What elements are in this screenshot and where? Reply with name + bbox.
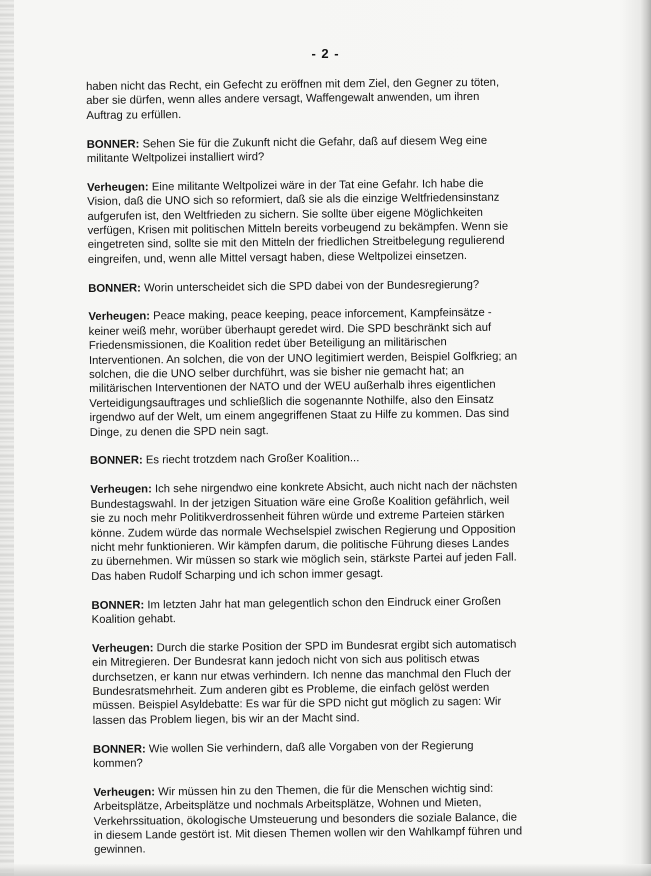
paragraph-text: Es riecht trotzdem nach Großer Koalition... bbox=[145, 452, 360, 467]
speaker-label: BONNER: bbox=[92, 742, 146, 756]
paragraph-text: Worin unterscheidet sich die SPD dabei von der Bundesregierung? bbox=[143, 278, 480, 295]
speaker-label: Verheugen: bbox=[88, 310, 151, 324]
paragraph-text: Wie wollen Sie verhindern, daß alle Vorgaben von der Regierung kommen? bbox=[93, 739, 474, 770]
paragraph bbox=[93, 781, 524, 858]
page-number: - 2 - bbox=[311, 46, 340, 61]
paragraph bbox=[88, 277, 518, 296]
paragraph bbox=[87, 176, 518, 267]
paragraph bbox=[92, 637, 523, 728]
paragraph bbox=[90, 479, 521, 584]
speaker-label: BONNER: bbox=[89, 454, 143, 468]
paragraph-text: Durch die starke Position der SPD im Bundesrat ergibt sich automatisch ein Mitregieren. Der Bundesrat kann jedoch nicht von sich aus politisch etwas durchsetzen, er kann nur etwas verhindern. Ich nenne das manchmal den Fluch der Bundesratsmehrheit. Zum anderen gibt es Probleme, die einfach gelöst werden müssen. Beispiel Asyldebatte: Es war für die SPD nicht gut möglich zu sagen: Wir lassen das Problem liegen, bis wir an der Macht sind. bbox=[92, 638, 517, 727]
paragraph-text: Im letzten Jahr hat man gelegentlich schon den Eindruck einer Großen Koalition gehabt. bbox=[91, 595, 501, 626]
paragraph bbox=[91, 594, 521, 627]
paragraph bbox=[87, 133, 517, 166]
speaker-label: Verheugen: bbox=[90, 483, 152, 497]
paragraph-text: haben nicht das Recht, ein Gefecht zu eröffnen mit dem Ziel, den Gegner zu töten, aber sie dürfen, wenn alles andere versagt, Waffengewalt anwenden, um ihren Auftrag zu erfüllen. bbox=[86, 76, 500, 122]
paragraph bbox=[88, 306, 519, 440]
paragraph-text: Wir müssen hin zu den Themen, die für die Menschen wichtig sind: Arbeitsplätze, Arbeitsplätze und nochmals Arbeitsplätze, Wohnen und Mieten, Verkehrssituation, ökologische Umsteuerung und besonders die soziale Balance, die in diesem Lande gestört ist. Mit diesen Themen wollen wir den Wahlkampf führen und gewinnen. bbox=[93, 782, 523, 857]
speaker-label: BONNER: bbox=[91, 598, 145, 612]
paragraph-text: Peace making, peace keeping, peace inforcement, Kampfeinsätze - keiner weiß mehr, worüber überhaupt geredet wird. Die SPD beschränkt sich auf Friedensmissionen, die Koalition redet über Beteiligung an militärischen Interventionen. An solchen, die von der UNO legitimiert werden, Beispiel Golfkrieg; an solchen, die die UNO selber durchführt, was sie bisher nie gemacht hat; an militärischen Interventionen der NATO und der WEU außerhalb ihres eigentlichen Verteidigungsauftrages und schließlich die sogenannte Nothilfe, also den Einsatz irgendwo auf der Welt, um einem angegriffenen Staat zu Hilfe zu kommen. Das sind Dinge, zu denen die SPD nein sagt. bbox=[88, 307, 518, 439]
paragraph-text: Sehen Sie für die Zukunft nicht die Gefahr, daß auf diesem Weg eine militante Weltpolizei installiert wird? bbox=[86, 134, 488, 166]
scan-edge-left bbox=[0, 0, 14, 876]
speaker-label: Verheugen: bbox=[93, 786, 156, 799]
paragraph bbox=[86, 75, 516, 123]
scan-edge-right bbox=[641, 0, 651, 876]
paragraph-text: Ich sehe nirgendwo eine konkrete Absicht, auch nicht nach der nächsten Bundestagswahl. In der jetzigen Situation wäre eine Große Koalition gefährlich, weil sie zu noch mehr Politikverdrossenheit führen würde und extreme Parteien stärken könne. Zudem würde das normale Wechselspiel zwischen Regierung und Opposition nicht mehr funktionieren. Wir kämpfen darum, die politische Führung dieses Landes zu übernehmen. Wir müssen so stark wie möglich sein, stärkste Partei auf jeden Fall. Das haben Rudolf Scharping und ich schon immer gesagt. bbox=[90, 479, 518, 583]
speaker-label: BONNER: bbox=[86, 138, 140, 151]
paragraph bbox=[90, 450, 520, 469]
paragraph bbox=[93, 738, 523, 771]
paragraph-text: Eine militante Weltpolizei wäre in der Tat eine Gefahr. Ich habe die Vision, daß die UNO sich so reformiert, daß sie als die einzige Weltfriedensinstanz aufgerufen ist, den Weltfrieden zu sichern. Sie sollte über eigene Möglichkeiten verfügen, Krisen mit politischen Mitteln bereits vorbeugend zu bekämpfen. Wenn sie eingetreten sind, sollte sie mit den Mitteln der friedlichen Streitbelegung regulierend eingreifen, und, wenn alle Mittel versagt haben, diese Weltpolizei einsetzen. bbox=[87, 177, 509, 266]
speaker-label: Verheugen: bbox=[91, 642, 154, 655]
speaker-label: BONNER: bbox=[88, 282, 141, 295]
speaker-label: Verheugen: bbox=[87, 181, 149, 194]
interview-text bbox=[86, 75, 524, 872]
